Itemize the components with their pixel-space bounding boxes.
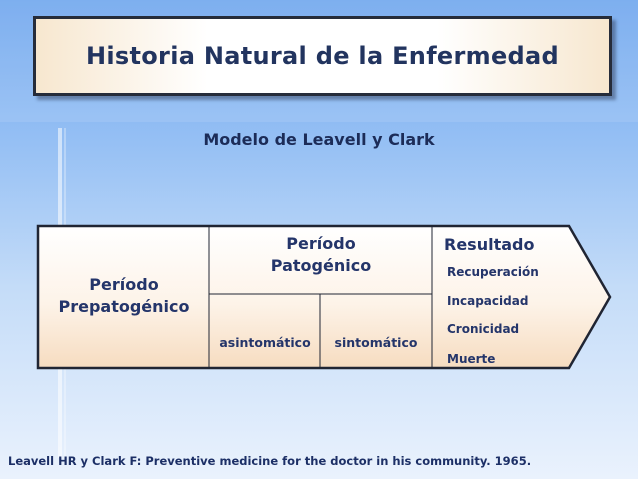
asymptomatic-label: asintomático [219, 335, 311, 350]
outcome-disability: Incapacidad [447, 294, 529, 308]
outcome-death: Muerte [447, 352, 496, 366]
pathogenic-period-label: Período Patogénico [270, 234, 372, 275]
page-title: Historia Natural de la Enfermedad [86, 42, 559, 70]
outcome-chronicity: Cronicidad [447, 322, 520, 336]
result-label: Resultado [444, 235, 535, 254]
outcome-recovery: Recuperación [447, 265, 539, 279]
prepatogenic-period-label: Período Prepatogénico [58, 275, 190, 316]
subtitle: Modelo de Leavell y Clark [203, 130, 435, 149]
symptomatic-label: sintomático [334, 335, 418, 350]
citation: Leavell HR y Clark F: Preventive medicine for the doctor in his community. 1965. [8, 454, 532, 468]
